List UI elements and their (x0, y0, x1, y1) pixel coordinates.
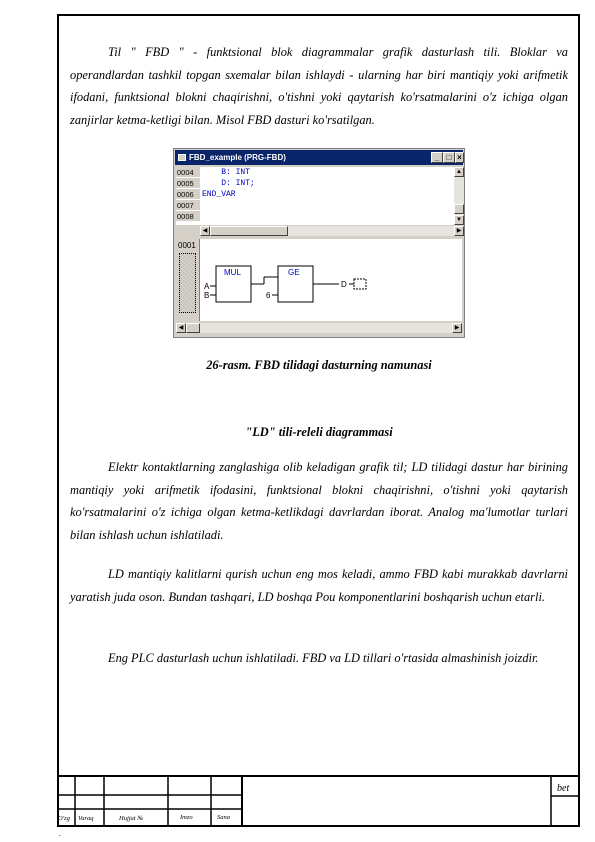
mul-block[interactable] (216, 266, 251, 302)
paragraph-plc: Eng PLC dasturlash uchun ishlatiladi. FBD va LD tillari o'rtasida almashinish joizdir. (108, 651, 539, 665)
scroll-right-arrow-icon[interactable]: ▶ (454, 226, 464, 236)
window-app-icon (178, 154, 186, 161)
paragraph-ld-usage: LD mantiqiy kalitlarni qurish uchun eng mos keladi, ammo FBD kabi murakkab davrlarni yaratish juda oson. Bundan tashqari, LD boshqa Pou komponentlarini boshqarish uchun etarli. (70, 567, 568, 604)
paragraph-fbd-intro: Til " FBD " - funktsional blok diagrammalar grafik dasturlash tili. Bloklar va operandlardan tashkil topgan sxemalar bilan ishlaydi - ularning har biri mantiqiy yoki arifmetik ifodani, funktsional blokni chaqirishni, o'tishni yoki qaytarish ko'rsatmalarini o'z ichiga olgan zanjirlar ketma-ketligi bilan. Misol FBD dasturi ko'rsatilgan. (70, 45, 568, 127)
fbd-diagram (176, 239, 462, 321)
scroll-thumb[interactable] (186, 323, 200, 333)
declaration-vertical-scrollbar[interactable] (454, 167, 464, 225)
scroll-down-arrow-icon[interactable]: ▼ (454, 215, 464, 225)
fbd-horizontal-scrollbar[interactable] (176, 323, 462, 333)
code-line: D: INT; (202, 179, 255, 188)
minimize-button[interactable]: _ (431, 152, 443, 163)
line-number: 0006 (176, 189, 200, 200)
stamp-label-varaq: Varaq (78, 815, 94, 822)
output-d-label: D (341, 280, 347, 289)
declaration-pane[interactable] (176, 167, 454, 225)
scroll-left-arrow-icon[interactable]: ◀ (200, 226, 210, 236)
declaration-horizontal-scrollbar[interactable] (200, 226, 464, 236)
scroll-thumb[interactable] (210, 226, 288, 236)
scroll-up-arrow-icon[interactable]: ▲ (454, 167, 464, 177)
scroll-left-arrow-icon[interactable]: ◀ (176, 323, 186, 333)
stamp-label-imzo: Imzo (180, 814, 193, 821)
ge-block-label: GE (288, 268, 300, 277)
empty-output-box[interactable] (354, 279, 366, 289)
fbd-network-pane[interactable] (176, 239, 462, 321)
code-line: B: INT (202, 168, 251, 177)
section-heading: "LD" tili-releli diagrammasi (245, 425, 393, 439)
window-titlebar (175, 150, 463, 165)
constant-label: 6 (266, 291, 271, 300)
stamp-dot: . (59, 829, 61, 838)
stamp-label-sana: Sana (217, 814, 230, 821)
stamp-label-hujjat: Hujjat № (119, 815, 144, 822)
code-line: END_VAR (202, 190, 236, 199)
page-frame (57, 14, 580, 827)
maximize-button[interactable]: □ (443, 152, 455, 163)
line-number: 0008 (176, 211, 200, 222)
window-title: FBD_example (PRG-FBD) (189, 153, 286, 162)
stamp-sheet-label: bet (557, 783, 570, 794)
mul-block-label: MUL (224, 268, 241, 277)
ge-block[interactable] (278, 266, 313, 302)
scroll-right-arrow-icon[interactable]: ▶ (452, 323, 462, 333)
line-number: 0005 (176, 178, 200, 189)
figure-caption: 26-rasm. FBD tilidagi dasturning namunasi (206, 358, 432, 372)
paragraph-ld-intro: Elektr kontaktlarning zanglashiga olib keladigan grafik til; LD tilidagi dastur har birining mantiqiy yoki arifmetik ifodasini, funktsional blokni chaqirishni, o'tishni yoki qaytarish ko'rsatmalarini o'z ichiga olgan ketma-ketlikdagi davrlardan iborat. Analog ma'lumotlar turlari bilan ishlash uchun ishlatiladi. (70, 460, 568, 542)
line-number: 0004 (176, 167, 200, 178)
fbd-editor-window (173, 148, 465, 338)
line-number: 0007 (176, 200, 200, 211)
stamp-label-ozg: O'zg (58, 815, 70, 822)
input-a-label: A (204, 282, 210, 291)
input-b-label: B (204, 291, 210, 300)
scroll-thumb[interactable] (454, 204, 464, 214)
close-button[interactable]: × (455, 152, 464, 163)
network-number: 0001 (178, 241, 196, 250)
